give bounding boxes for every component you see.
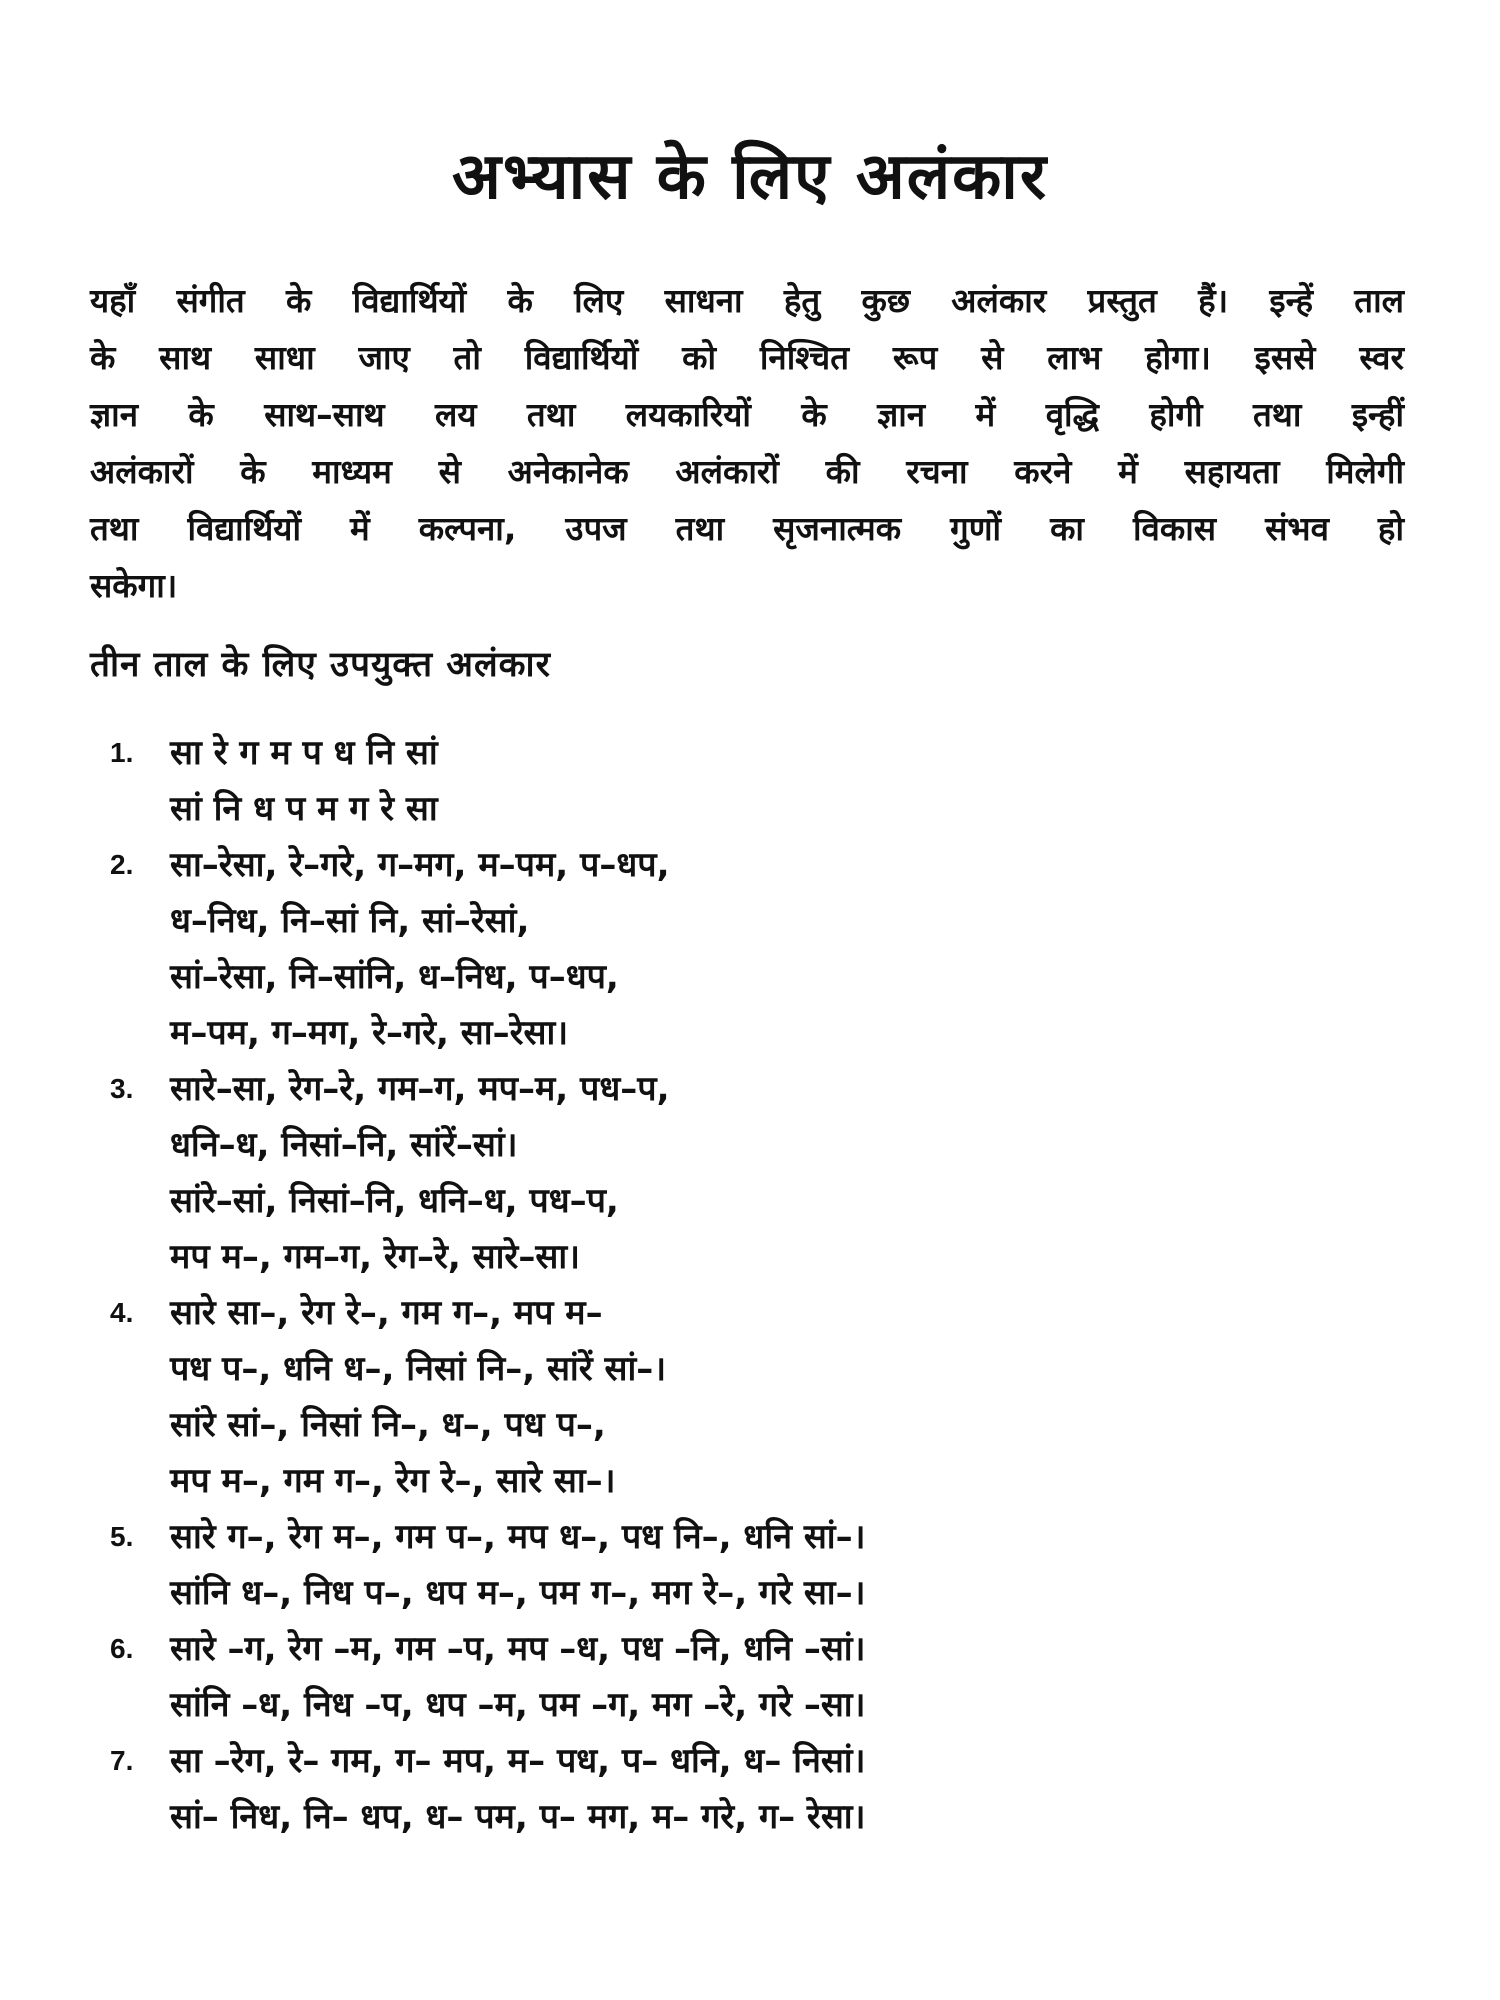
- list-item: [110, 725, 866, 837]
- list-item: [110, 1509, 866, 1621]
- item-line: मप म–, गम–ग, रेग–रे, सारे–सा।: [170, 1237, 581, 1277]
- item-line: म–पम, ग–मग, रे–गरे, सा–रेसा।: [170, 1013, 569, 1053]
- list-item: [110, 1061, 866, 1285]
- item-number: 4.: [110, 1297, 134, 1328]
- item-line: सा–रेसा, रे–गरे, ग–मग, म–पम, प–धप,: [170, 845, 670, 885]
- intro-line: अलंकारों के माध्यम से अनेकानेक अलंकारों की रचना करने में सहायता मिलेगी: [90, 452, 1404, 491]
- item-number: 1.: [110, 737, 134, 768]
- intro-line: सकेगा।: [90, 566, 178, 605]
- item-line: धनि–ध, निसां–नि, सांरें–सां।: [170, 1125, 518, 1165]
- item-line: ध–निध, नि–सां नि, सां–रेसां,: [170, 901, 530, 941]
- item-line: सां–रेसा, नि–सांनि, ध–निध, प–धप,: [170, 957, 619, 997]
- alankar-list: [110, 725, 866, 1845]
- item-line: सारे सा–, रेग रे–, गम ग–, मप म–: [170, 1293, 603, 1333]
- item-line: सा –रेग, रे– गम, ग– मप, म– पध, प– धनि, ध– निसां।: [170, 1741, 866, 1781]
- item-number: 5.: [110, 1521, 134, 1552]
- section-heading: तीन ताल के लिए उपयुक्त अलंकार: [90, 645, 551, 685]
- item-number: 7.: [110, 1745, 134, 1776]
- list-item: [110, 1285, 866, 1509]
- intro-line: ज्ञान के साथ–साथ लय तथा लयकारियों के ज्ञान में वृद्धि होगी तथा इन्हीं: [90, 395, 1404, 434]
- intro-line: यहाँ संगीत के विद्यार्थियों के लिए साधना हेतु कुछ अलंकार प्रस्तुत हैं। इन्हें ताल: [90, 281, 1404, 320]
- item-number: 2.: [110, 849, 134, 880]
- item-line: सांरे–सां, निसां–नि, धनि–ध, पध–प,: [170, 1181, 619, 1221]
- item-line: सां– निध, नि– धप, ध– पम, प– मग, म– गरे, ग– रेसा।: [170, 1797, 866, 1837]
- item-line: पध प–, धनि ध–, निसां नि–, सांरें सां–।: [170, 1349, 667, 1389]
- intro-paragraph: [90, 272, 1404, 614]
- item-number: 6.: [110, 1633, 134, 1664]
- list-item: [110, 1621, 866, 1733]
- item-line: सारे ग–, रेग म–, गम प–, मप ध–, पध नि–, धनि सां–।: [170, 1517, 866, 1557]
- item-number: 3.: [110, 1073, 134, 1104]
- item-line: सांनि ध–, निध प–, धप म–, पम ग–, मग रे–, गरे सा–।: [170, 1573, 866, 1613]
- page-title: अभ्यास के लिए अलंकार: [451, 140, 1049, 214]
- item-line: सांनि –ध, निध –प, धप –म, पम –ग, मग –रे, गरे –सा।: [170, 1685, 866, 1725]
- item-line: सारे–सा, रेग–रे, गम–ग, मप–म, पध–प,: [170, 1069, 670, 1109]
- item-line: मप म–, गम ग–, रेग रे–, सारे सा–।: [170, 1461, 616, 1501]
- item-line: सां नि ध प म ग रे सा: [170, 789, 438, 829]
- item-line: सांरे सां–, निसां नि–, ध–, पध प–,: [170, 1405, 606, 1445]
- intro-line: के साथ साधा जाए तो विद्यार्थियों को निश्चित रूप से लाभ होगा। इससे स्वर: [90, 338, 1404, 377]
- item-line: सा रे ग म प ध नि सां: [170, 733, 438, 773]
- item-line: सारे –ग, रेग –म, गम –प, मप –ध, पध –नि, धनि –सां।: [170, 1629, 866, 1669]
- list-item: [110, 1733, 866, 1845]
- intro-line: तथा विद्यार्थियों में कल्पना, उपज तथा सृजनात्मक गुणों का विकास संभव हो: [90, 509, 1404, 548]
- list-item: [110, 837, 866, 1061]
